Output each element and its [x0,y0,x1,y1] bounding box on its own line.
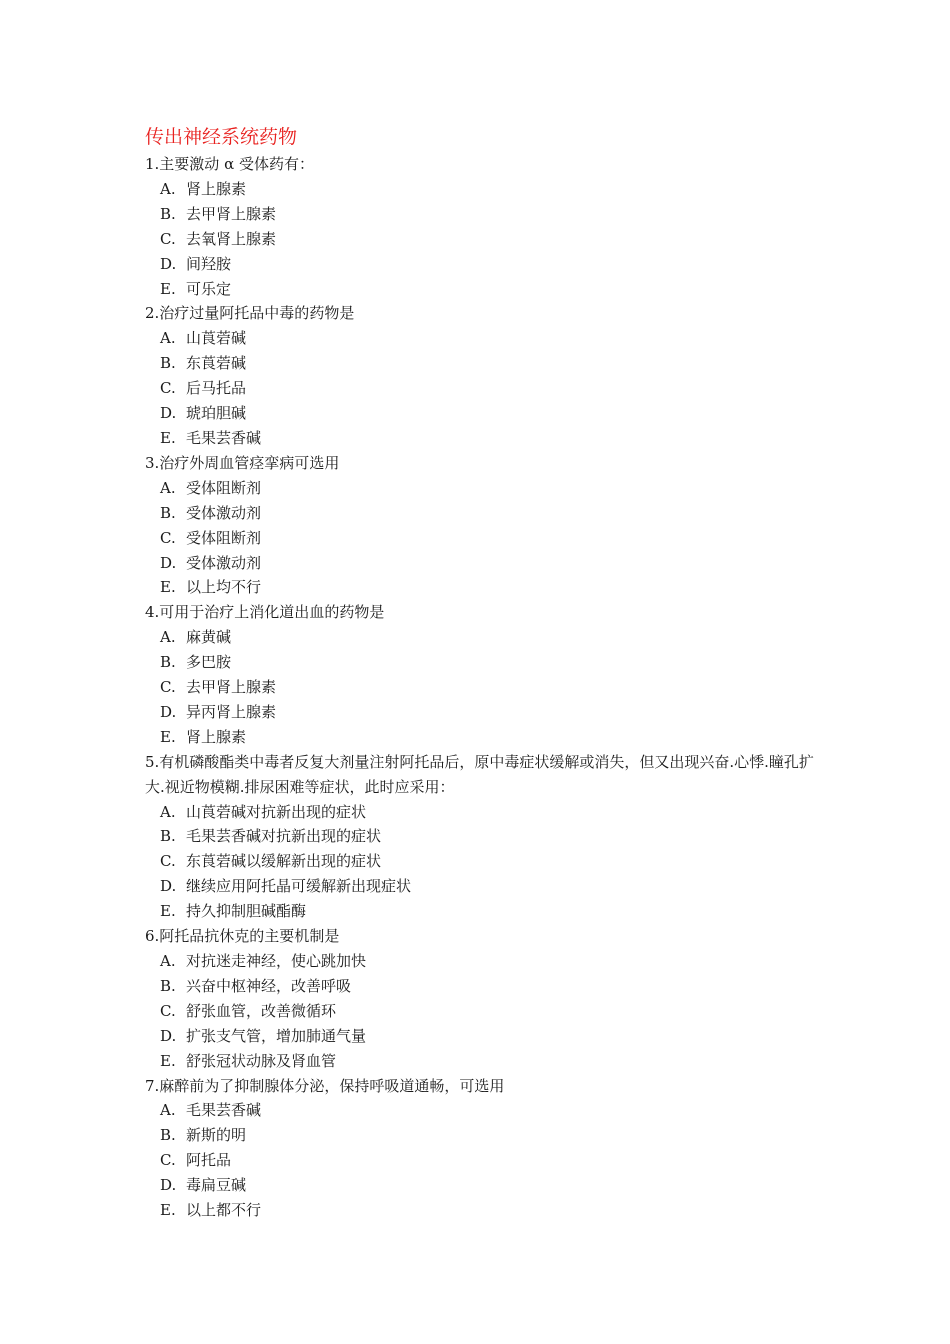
option-letter: C. [160,678,176,697]
option-text: 去甲肾上腺素 [186,678,277,697]
option-item [145,1148,825,1173]
option-item [145,1198,825,1223]
option-text: 舒张冠状动脉及肾血管 [186,1051,337,1070]
option-item [145,227,825,252]
option-text: 继续应用阿托晶可缓解新出现症状 [186,877,412,896]
option-text: 毛果芸香碱对抗新出现的症状 [186,827,382,846]
option-text: 受体阻断剂 [186,478,262,497]
option-item [145,575,825,600]
option-letter: B. [160,653,176,672]
question-item [145,152,825,301]
option-text: 琥珀胆碱 [186,404,247,423]
option-letter: D. [160,404,177,423]
option-item [145,700,825,725]
option-item [145,476,825,501]
option-text: 受体激动剂 [186,553,262,572]
option-text: 肾上腺素 [186,727,247,746]
option-item [145,874,825,899]
option-letter: A. [160,1101,176,1120]
option-item [145,949,825,974]
option-text: 毛果芸香碱 [186,428,262,447]
option-letter: B. [160,354,176,373]
option-item [145,252,825,277]
option-list [145,949,825,1074]
option-text: 去甲肾上腺素 [186,204,277,223]
option-letter: B. [160,976,176,995]
option-item [145,675,825,700]
option-list [145,800,825,925]
option-letter: A. [160,329,176,348]
document-page [145,122,825,1223]
option-letter: A. [160,179,176,198]
option-letter: A. [160,478,176,497]
option-text: 可乐定 [186,279,232,298]
option-letter: B. [160,503,176,522]
option-item [145,1049,825,1074]
option-item [145,1123,825,1148]
option-text: 舒张血管，改善微循环 [186,1001,337,1020]
option-text: 以上均不行 [186,578,262,597]
option-text: 异丙肾上腺素 [186,702,277,721]
option-item [145,1098,825,1123]
option-item [145,899,825,924]
option-text: 山莨菪碱对抗新出现的症状 [186,802,367,821]
option-text: 间羟胺 [186,254,232,273]
option-letter: A. [160,802,176,821]
option-text: 山莨菪碱 [186,329,247,348]
option-letter: C. [160,852,176,871]
option-item [145,376,825,401]
option-text: 受体激动剂 [186,503,262,522]
option-item [145,202,825,227]
option-letter: C. [160,229,176,248]
option-letter: D. [160,1176,177,1195]
option-letter: C. [160,379,176,398]
option-letter: E. [160,727,176,746]
question-item [145,451,825,600]
option-item [145,974,825,999]
option-letter: E. [160,1201,176,1220]
option-text: 新斯的明 [186,1126,247,1145]
option-letter: D. [160,1026,177,1045]
option-list [145,326,825,451]
option-text: 兴奋中枢神经，改善呼吸 [186,976,352,995]
option-text: 后马托品 [186,379,247,398]
question-item [145,750,825,924]
question-item [145,600,825,749]
option-letter: A. [160,628,176,647]
option-item [145,625,825,650]
question-stem: 4.可用于治疗上消化道出血的药物是 [145,603,385,622]
option-item [145,800,825,825]
option-item [145,1173,825,1198]
question-stem: 1.主要激动 α 受体药有： [145,155,314,173]
option-letter: A. [160,952,176,970]
option-item [145,426,825,451]
option-letter: D. [160,877,177,896]
option-text: 去氧肾上腺素 [186,229,277,248]
option-letter: E. [160,279,176,298]
option-letter: D. [160,254,177,273]
option-item [145,177,825,202]
question-stem: 7.麻醉前为了抑制腺体分泌，保持呼吸道通畅，可选用 [145,1076,505,1095]
option-item [145,999,825,1024]
option-item [145,725,825,750]
option-list [145,177,825,302]
option-item [145,401,825,426]
question-stem: 2.治疗过量阿托品中毒的药物是 [145,304,355,323]
option-item [145,650,825,675]
option-text: 以上都不行 [186,1201,262,1220]
option-item [145,1024,825,1049]
option-letter: B. [160,1126,176,1145]
question-stem: 5.有机磷酸酯类中毒者反复大剂量注射阿托品后，原中毒症状缓解或消失，但又出现兴奋.心悸.瞳孔扩大.视近物模糊.排尿困难等症状，此时应采用： [145,752,814,796]
option-text: 持久抑制胆碱酯酶 [186,902,307,921]
option-letter: C. [160,528,176,547]
option-letter: C. [160,1001,176,1020]
option-text: 毒扁豆碱 [186,1176,247,1195]
question-stem: 6.阿托品抗休克的主要机制是 [145,927,340,946]
option-text: 阿托品 [186,1151,232,1170]
option-letter: E. [160,902,176,921]
option-letter: B. [160,204,176,223]
option-letter: D. [160,702,177,721]
option-text: 扩张支气管，增加肺通气量 [186,1026,367,1045]
option-text: 对抗迷走神经，使心跳加快 [186,952,367,970]
option-list [145,1098,825,1223]
option-letter: E. [160,1051,176,1070]
option-letter: E. [160,428,176,447]
option-item [145,526,825,551]
option-item [145,326,825,351]
question-item [145,1074,825,1223]
option-letter: D. [160,553,177,572]
option-text: 受体阻断剂 [186,528,262,547]
question-item [145,924,825,1073]
option-item [145,501,825,526]
option-text: 麻黄碱 [186,628,232,647]
option-text: 东莨菪碱 [186,354,247,373]
option-text: 东莨菪碱以缓解新出现的症状 [186,852,382,871]
question-list [145,152,825,1223]
option-item [145,277,825,302]
option-item [145,351,825,376]
option-text: 多巴胺 [186,653,232,672]
document-title: 传出神经系统药物 [145,126,298,148]
option-letter: C. [160,1151,176,1170]
option-letter: B. [160,827,176,846]
option-letter: E. [160,578,176,597]
option-item [145,551,825,576]
option-text: 毛果芸香碱 [186,1101,262,1120]
question-stem: 3.治疗外周血管痉挛病可选用 [145,453,340,472]
option-item [145,849,825,874]
option-list [145,476,825,601]
question-item [145,301,825,450]
option-list [145,625,825,750]
option-item [145,824,825,849]
option-text: 肾上腺素 [186,179,247,198]
